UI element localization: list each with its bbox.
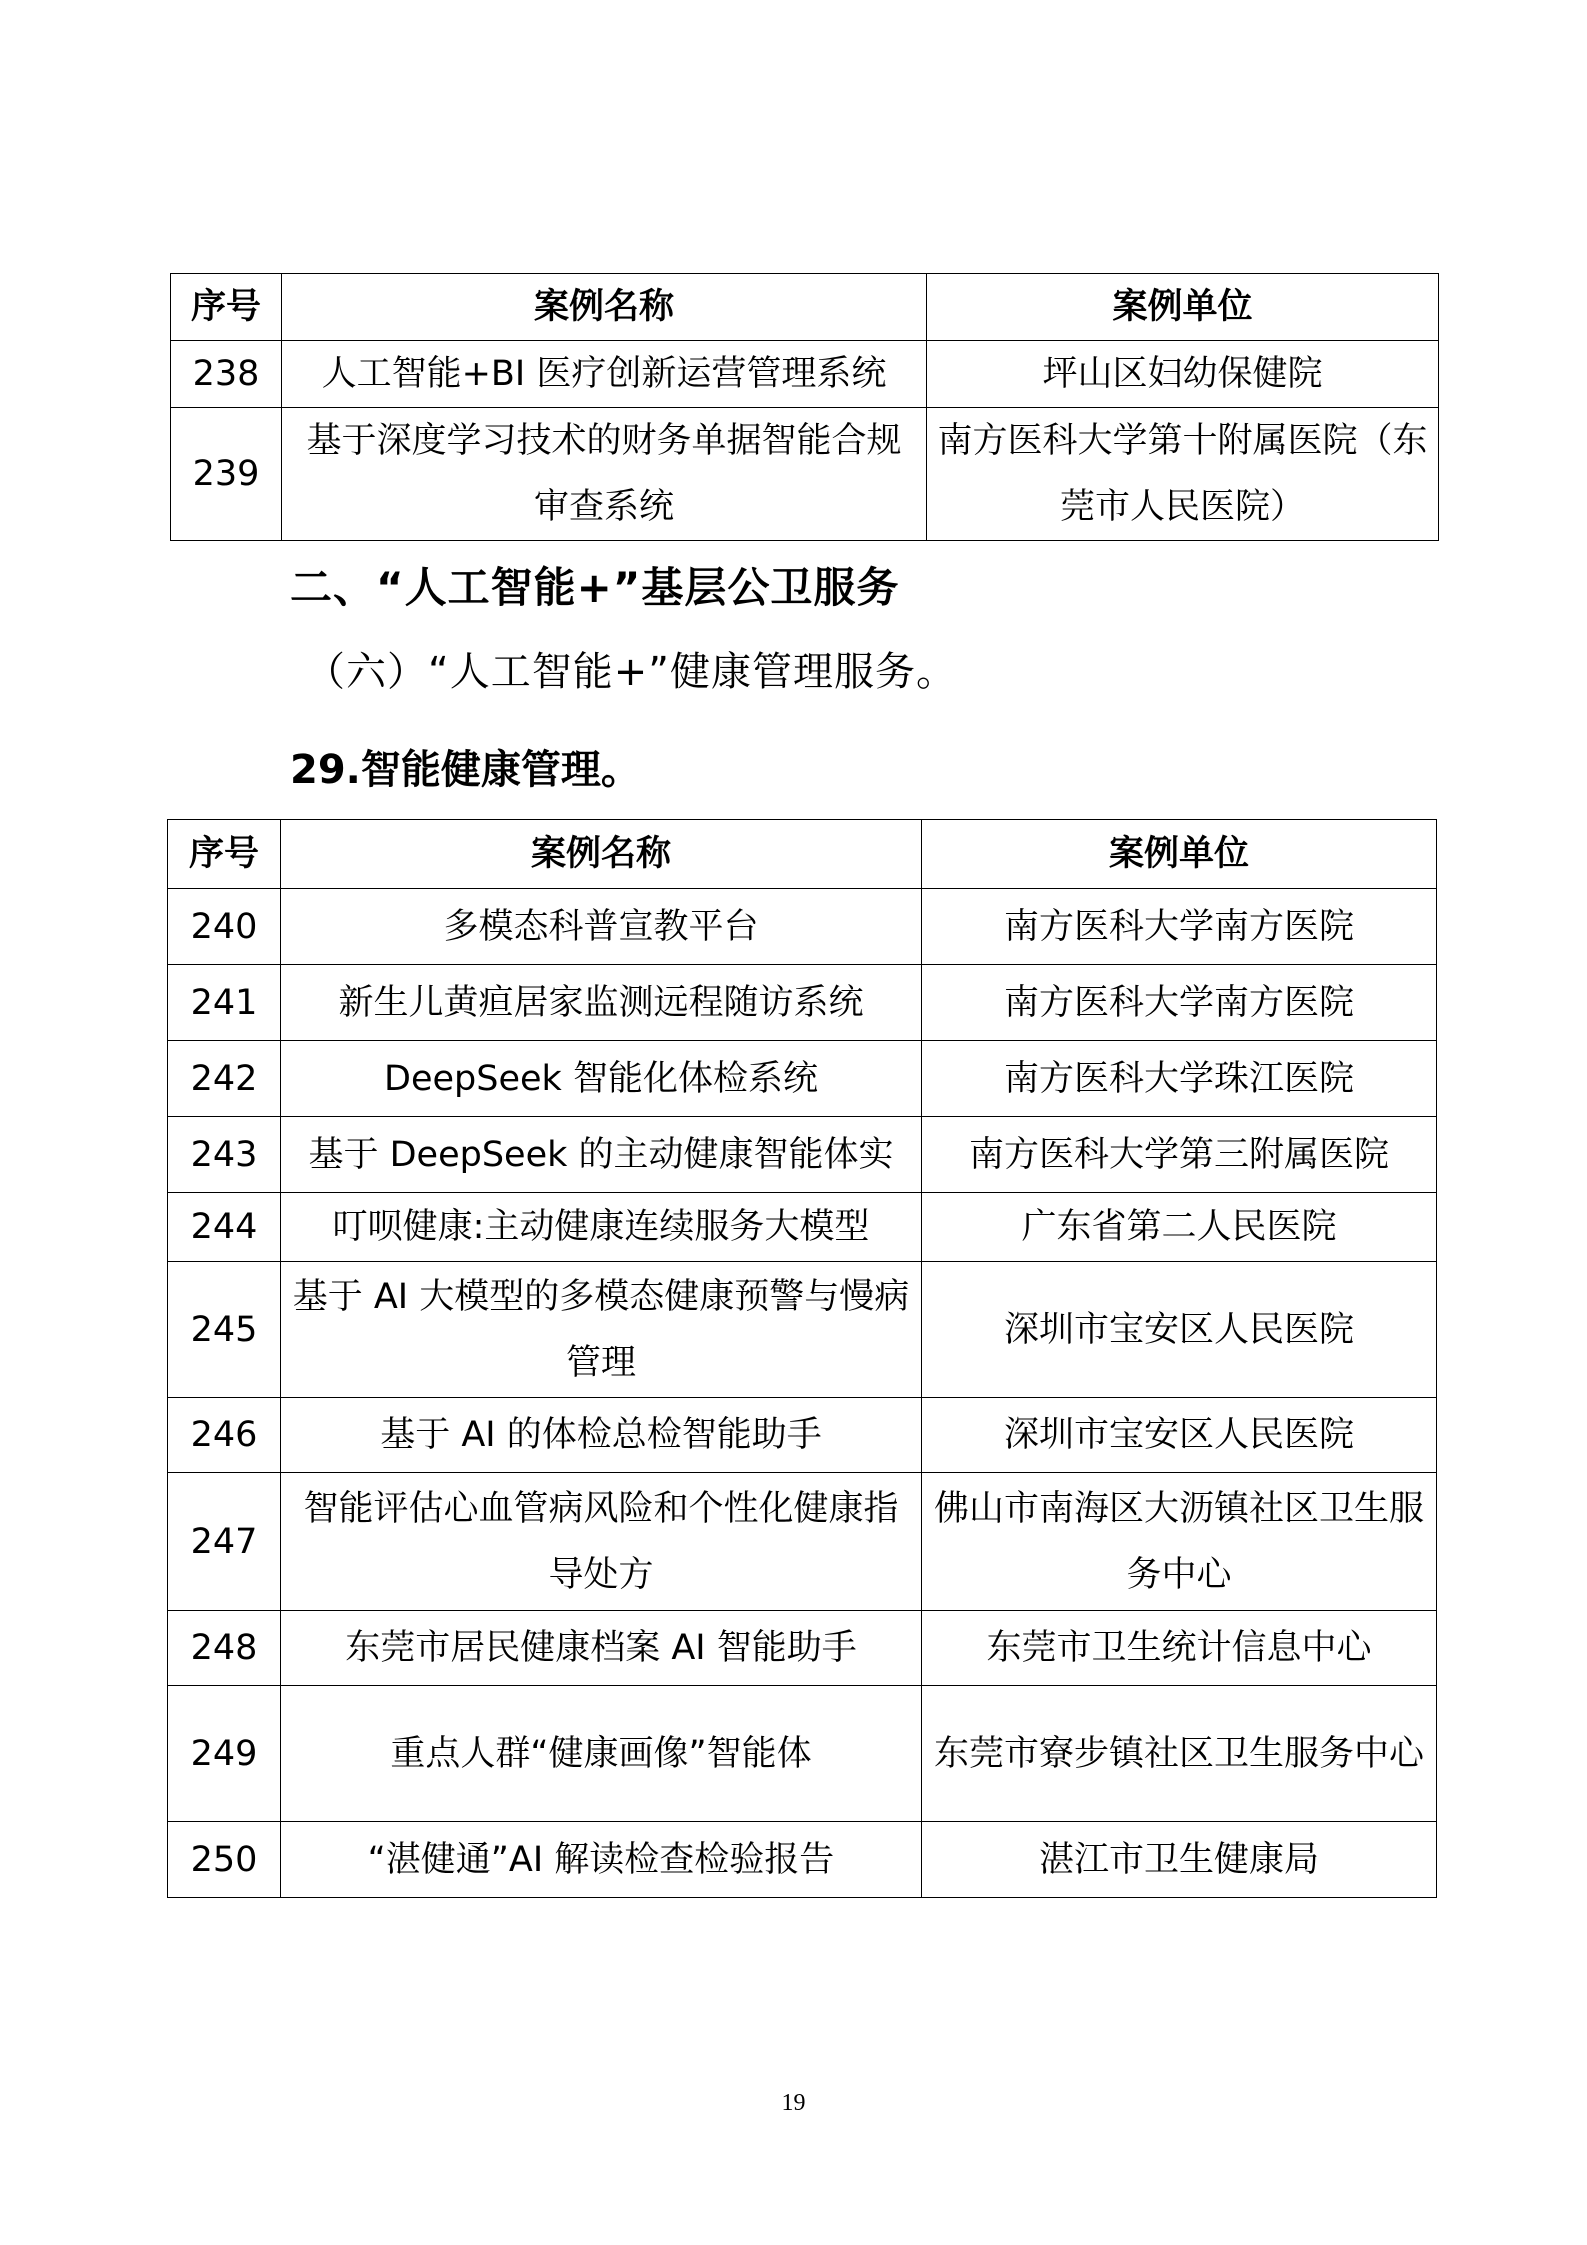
case-table-1	[170, 273, 1439, 541]
row-name: DeepSeek 智能化体检系统	[281, 1041, 922, 1117]
table-row	[168, 1041, 1437, 1117]
table-row	[168, 1686, 1437, 1822]
row-unit: 坪山区妇幼保健院	[927, 341, 1439, 408]
table-row	[168, 1193, 1437, 1262]
row-name: 东莞市居民健康档案 AI 智能助手	[281, 1611, 922, 1686]
header-unit: 案例单位	[922, 820, 1437, 889]
row-unit: 湛江市卫生健康局	[922, 1822, 1437, 1898]
header-name: 案例名称	[282, 274, 927, 341]
table-row	[168, 1822, 1437, 1898]
row-name: 基于深度学习技术的财务单据智能合规审查系统	[282, 408, 927, 541]
row-unit: 南方医科大学第十附属医院（东莞市人民医院）	[927, 408, 1439, 541]
row-no: 250	[168, 1822, 281, 1898]
row-unit: 南方医科大学南方医院	[922, 889, 1437, 965]
table-row	[168, 1262, 1437, 1398]
subsection-heading: （六）“人工智能+”健康管理服务。	[305, 649, 957, 695]
row-name: 多模态科普宣教平台	[281, 889, 922, 965]
page-number: 19	[781, 2090, 806, 2116]
row-unit: 深圳市宝安区人民医院	[922, 1398, 1437, 1473]
row-no: 240	[168, 889, 281, 965]
case-table-2	[167, 819, 1437, 1898]
row-name: 人工智能+BI 医疗创新运营管理系统	[282, 341, 927, 408]
row-name: 基于 DeepSeek 的主动健康智能体实	[281, 1117, 922, 1193]
header-unit: 案例单位	[927, 274, 1439, 341]
table-row	[168, 965, 1437, 1041]
table-row	[171, 341, 1439, 408]
row-no: 242	[168, 1041, 281, 1117]
row-name: “湛健通”AI 解读检查检验报告	[281, 1822, 922, 1898]
table-row	[168, 889, 1437, 965]
header-name: 案例名称	[281, 820, 922, 889]
row-no: 244	[168, 1193, 281, 1262]
table-row	[171, 408, 1439, 541]
row-unit: 广东省第二人民医院	[922, 1193, 1437, 1262]
row-unit: 深圳市宝安区人民医院	[922, 1262, 1437, 1398]
row-name: 新生儿黄疸居家监测远程随访系统	[281, 965, 922, 1041]
row-no: 243	[168, 1117, 281, 1193]
row-name: 重点人群“健康画像”智能体	[281, 1686, 922, 1822]
row-no: 249	[168, 1686, 281, 1822]
table-row	[168, 1117, 1437, 1193]
row-unit: 南方医科大学珠江医院	[922, 1041, 1437, 1117]
header-no: 序号	[168, 820, 281, 889]
row-unit: 东莞市寮步镇社区卫生服务中心	[922, 1686, 1437, 1822]
row-name: 叮呗健康:主动健康连续服务大模型	[281, 1193, 922, 1262]
table-row	[168, 1398, 1437, 1473]
row-unit: 佛山市南海区大沥镇社区卫生服务中心	[922, 1473, 1437, 1611]
row-no: 248	[168, 1611, 281, 1686]
table-row	[168, 1473, 1437, 1611]
row-no: 238	[171, 341, 282, 408]
row-no: 241	[168, 965, 281, 1041]
row-name: 基于 AI 的体检总检智能助手	[281, 1398, 922, 1473]
row-unit: 东莞市卫生统计信息中心	[922, 1611, 1437, 1686]
item-heading: 29.智能健康管理。	[290, 747, 641, 793]
row-unit: 南方医科大学第三附属医院	[922, 1117, 1437, 1193]
header-no: 序号	[171, 274, 282, 341]
row-name: 智能评估心血管病风险和个性化健康指导处方	[281, 1473, 922, 1611]
row-no: 247	[168, 1473, 281, 1611]
row-unit: 南方医科大学南方医院	[922, 965, 1437, 1041]
row-name: 基于 AI 大模型的多模态健康预警与慢病管理	[281, 1262, 922, 1398]
row-no: 246	[168, 1398, 281, 1473]
row-no: 245	[168, 1262, 281, 1398]
section-heading: 二、“人工智能+”基层公卫服务	[290, 563, 900, 612]
row-no: 239	[171, 408, 282, 541]
table-row	[168, 1611, 1437, 1686]
